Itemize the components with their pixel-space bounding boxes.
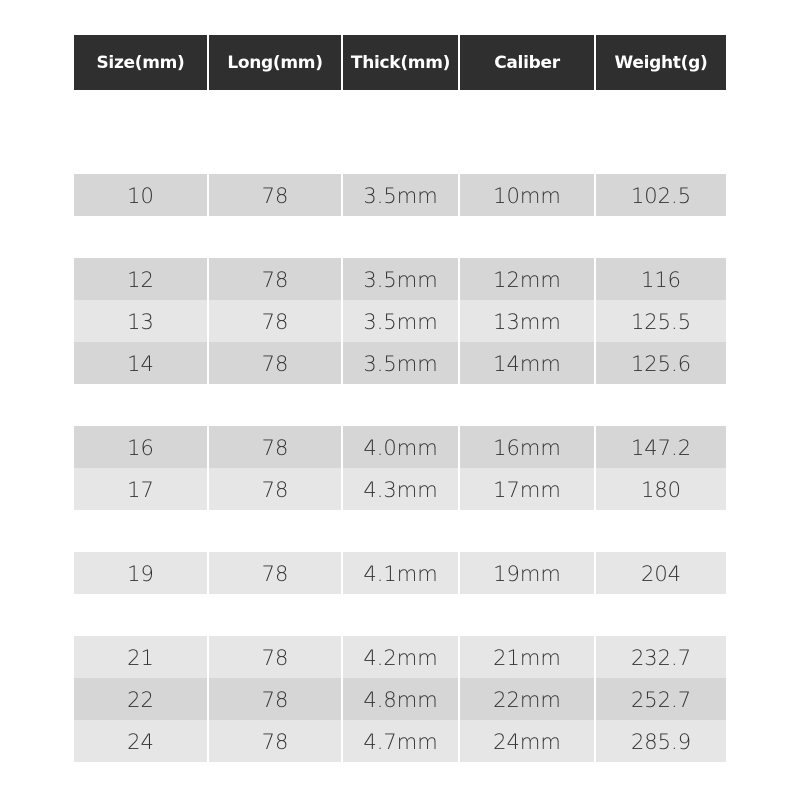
cell-size: 12 — [74, 258, 209, 300]
cell-long: 78 — [209, 426, 343, 468]
group-spacer — [74, 216, 726, 258]
cell-thick: 4.2mm — [343, 636, 460, 678]
table-row — [74, 300, 726, 342]
cell-size: 14 — [74, 342, 209, 384]
table-row — [74, 174, 726, 216]
cell-size: 16 — [74, 426, 209, 468]
table-header — [74, 35, 726, 90]
table-row — [74, 636, 726, 678]
cell-long: 78 — [209, 552, 343, 594]
cell-weight: 204 — [640, 561, 682, 586]
cell-thick: 3.5mm — [343, 342, 460, 384]
cell-weight: 116 — [640, 267, 682, 292]
header-spacer — [74, 90, 726, 174]
header-long: Long(mm) — [209, 35, 343, 90]
cell-caliber: 10mm — [460, 174, 596, 216]
cell-thick: 3.5mm — [343, 300, 460, 342]
cell-weight: 232.7 — [630, 645, 692, 670]
cell-thick: 4.7mm — [343, 720, 460, 762]
cell-caliber: 13mm — [460, 300, 596, 342]
cell-long: 78 — [209, 342, 343, 384]
table-row — [74, 720, 726, 762]
cell-caliber: 17mm — [460, 468, 596, 510]
cell-long: 78 — [209, 300, 343, 342]
cell-thick: 3.5mm — [343, 258, 460, 300]
table-row — [74, 426, 726, 468]
cell-size: 22 — [74, 678, 209, 720]
cell-size: 21 — [74, 636, 209, 678]
cell-thick: 3.5mm — [343, 174, 460, 216]
cell-weight: 125.6 — [630, 351, 692, 376]
cell-caliber: 22mm — [460, 678, 596, 720]
cell-caliber: 14mm — [460, 342, 596, 384]
cell-thick: 4.3mm — [343, 468, 460, 510]
cell-thick: 4.0mm — [343, 426, 460, 468]
cell-weight: 252.7 — [630, 687, 692, 712]
group-spacer — [74, 510, 726, 552]
cell-long: 78 — [209, 174, 343, 216]
cell-weight: 147.2 — [630, 435, 692, 460]
cell-thick: 4.1mm — [343, 552, 460, 594]
table-row — [74, 468, 726, 510]
cell-weight: 180 — [640, 477, 682, 502]
cell-size: 10 — [74, 174, 209, 216]
cell-weight: 285.9 — [630, 729, 692, 754]
spec-table — [74, 35, 726, 762]
table-row — [74, 678, 726, 720]
cell-caliber: 12mm — [460, 258, 596, 300]
cell-size: 17 — [74, 468, 209, 510]
cell-long: 78 — [209, 258, 343, 300]
cell-weight: 125.5 — [630, 309, 692, 334]
cell-caliber: 21mm — [460, 636, 596, 678]
header-thick: Thick(mm) — [343, 35, 460, 90]
cell-long: 78 — [209, 468, 343, 510]
cell-caliber: 24mm — [460, 720, 596, 762]
cell-size: 24 — [74, 720, 209, 762]
cell-caliber: 19mm — [460, 552, 596, 594]
cell-long: 78 — [209, 678, 343, 720]
cell-thick: 4.8mm — [343, 678, 460, 720]
cell-size: 13 — [74, 300, 209, 342]
cell-long: 78 — [209, 720, 343, 762]
table-row — [74, 552, 726, 594]
table-body — [74, 174, 726, 762]
cell-long: 78 — [209, 636, 343, 678]
cell-weight: 102.5 — [630, 183, 692, 208]
group-spacer — [74, 384, 726, 426]
header-caliber: Caliber — [460, 35, 596, 90]
group-spacer — [74, 594, 726, 636]
table-row — [74, 258, 726, 300]
cell-caliber: 16mm — [460, 426, 596, 468]
table-row — [74, 342, 726, 384]
header-size: Size(mm) — [74, 35, 209, 90]
cell-size: 19 — [74, 552, 209, 594]
header-weight: Weight(g) — [614, 52, 708, 73]
